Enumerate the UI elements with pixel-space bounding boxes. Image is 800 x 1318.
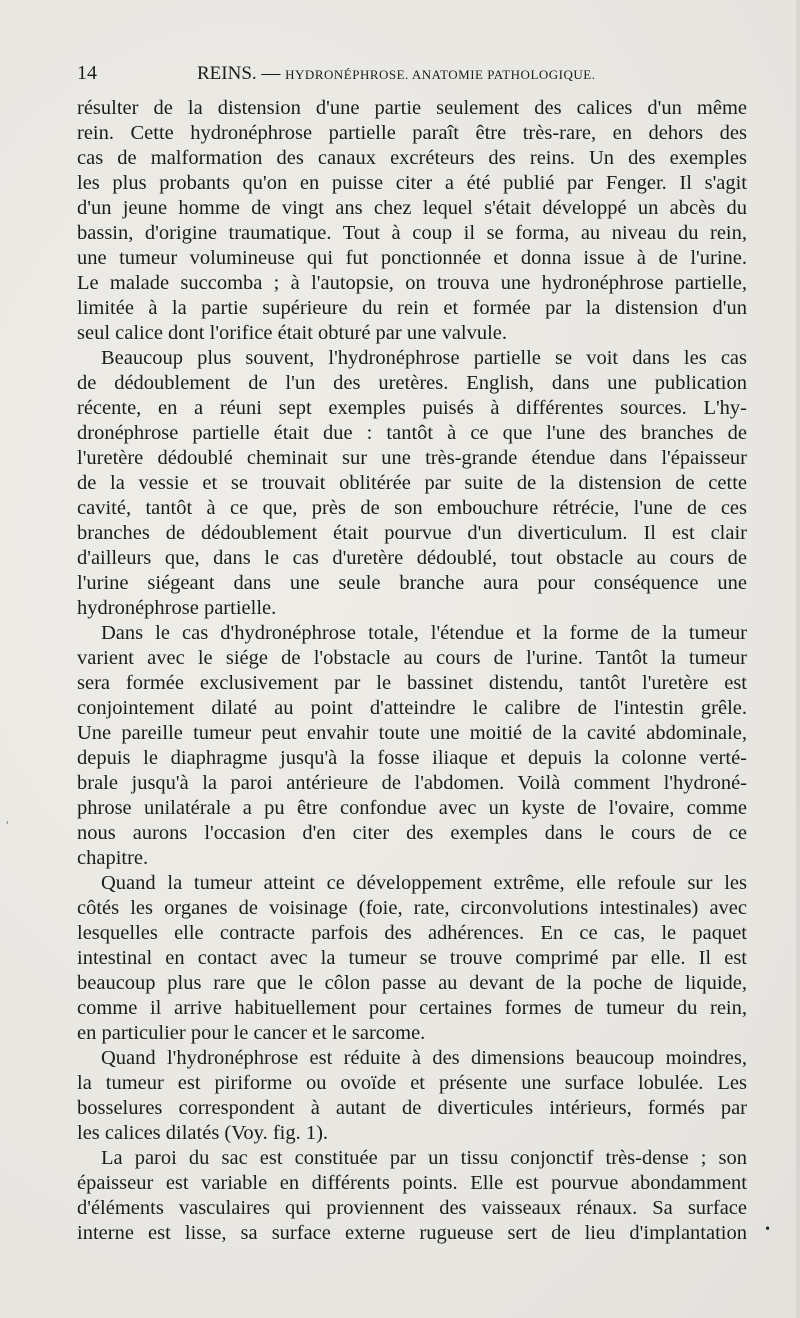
text-line: l'uretère dédoublé cheminait sur une très-grande étendue dans l'épaisseur bbox=[77, 447, 747, 469]
text-line: varient avec le siége de l'obstacle au cours de l'urine. Tantôt la tumeur bbox=[77, 647, 747, 669]
text-line: dronéphrose partielle était due : tantôt à ce que l'une des branches de bbox=[77, 422, 747, 444]
body-text bbox=[77, 96, 747, 1246]
text-line: conjointement dilaté au point d'atteindre le calibre de l'intestin grêle. bbox=[77, 697, 747, 719]
text-line: récente, en a réuni sept exemples puisés à différentes sources. L'hy- bbox=[77, 397, 747, 419]
text-line: sera formée exclusivement par le bassinet distendu, tantôt l'uretère est bbox=[77, 672, 747, 694]
text-line: Le malade succomba ; à l'autopsie, on trouva une hydronéphrose partielle, bbox=[77, 272, 747, 294]
text-line: brale jusqu'à la paroi antérieure de l'abdomen. Voilà comment l'hydroné- bbox=[77, 772, 747, 794]
running-title bbox=[197, 63, 595, 85]
running-title-dash: — bbox=[261, 63, 286, 84]
text-line: comme il arrive habituellement pour certaines formes de tumeur du rein, bbox=[77, 997, 747, 1019]
text-line: hydronéphrose partielle. bbox=[77, 597, 277, 619]
text-line: intestinal en contact avec la tumeur se trouve comprimé par elle. Il est bbox=[77, 947, 747, 969]
text-line: en particulier pour le cancer et le sarcome. bbox=[77, 1022, 426, 1044]
text-line: cas de malformation des canaux excréteurs des reins. Un des exemples bbox=[77, 147, 747, 169]
text-line: seul calice dont l'orifice était obturé par une valvule. bbox=[77, 322, 508, 344]
text-line: Quand la tumeur atteint ce développement extrême, elle refoule sur les bbox=[101, 872, 747, 894]
margin-mark: • bbox=[765, 1222, 770, 1237]
text-line: nous aurons l'occasion d'en citer des exemples dans le cours de ce bbox=[77, 822, 747, 844]
text-line: les plus probants qu'on en puisse citer a été publié par Fenger. Il s'agit bbox=[77, 172, 747, 194]
text-line: interne est lisse, sa surface externe rugueuse sert de lieu d'implantation bbox=[77, 1222, 747, 1244]
text-line: côtés les organes de voisinage (foie, rate, circonvolutions intestinales) avec bbox=[77, 897, 747, 919]
text-line: La paroi du sac est constituée par un tissu conjonctif très-dense ; son bbox=[101, 1147, 747, 1169]
running-title-sub: HYDRONÉPHROSE. ANATOMIE PATHOLOGIQUE. bbox=[285, 67, 596, 82]
text-line: cavité, tantôt à ce que, près de son embouchure rétrécie, l'une de ces bbox=[77, 497, 747, 519]
text-line: d'éléments vasculaires qui proviennent des vaisseaux rénaux. Sa surface bbox=[77, 1197, 747, 1219]
text-line: branches de dédoublement était pourvue d'un diverticulum. Il est clair bbox=[77, 522, 747, 544]
text-line: une tumeur volumineuse qui fut ponctionnée et donna issue à de l'urine. bbox=[77, 247, 747, 269]
text-line: bosselures correspondent à autant de diverticules intérieurs, formés par bbox=[77, 1097, 747, 1119]
text-line: Une pareille tumeur peut envahir toute une moitié de la cavité abdominale, bbox=[77, 722, 747, 744]
text-line: d'ailleurs que, dans le cas d'uretère dédoublé, tout obstacle au cours de bbox=[77, 547, 747, 569]
text-line: chapitre. bbox=[77, 847, 149, 869]
running-head bbox=[77, 62, 747, 88]
text-line: bassin, d'origine traumatique. Tout à coup il se forma, au niveau du rein, bbox=[77, 222, 747, 244]
text-line: depuis le diaphragme jusqu'à la fosse iliaque et depuis la colonne verté- bbox=[77, 747, 747, 769]
text-line: épaisseur est variable en différents points. Elle est pourvue abondamment bbox=[77, 1172, 747, 1194]
text-line: la tumeur est piriforme ou ovoïde et présente une surface lobulée. Les bbox=[77, 1072, 747, 1094]
text-line: Dans le cas d'hydronéphrose totale, l'étendue et la forme de la tumeur bbox=[101, 622, 747, 644]
text-line: Quand l'hydronéphrose est réduite à des dimensions beaucoup moindres, bbox=[101, 1047, 747, 1069]
text-line: phrose unilatérale a pu être confondue avec un kyste de l'ovaire, comme bbox=[77, 797, 747, 819]
text-line: l'urine siégeant dans une seule branche aura pour conséquence une bbox=[77, 572, 747, 594]
text-line: résulter de la distension d'une partie seulement des calices d'un même bbox=[77, 97, 747, 119]
text-line: les calices dilatés (Voy. fig. 1). bbox=[77, 1122, 329, 1144]
text-line: Beaucoup plus souvent, l'hydronéphrose partielle se voit dans les cas bbox=[101, 347, 747, 369]
text-line: lesquelles elle contracte parfois des adhérences. En ce cas, le paquet bbox=[77, 922, 747, 944]
text-line: d'un jeune homme de vingt ans chez lequel s'était développé un abcès du bbox=[77, 197, 747, 219]
running-title-main: REINS. bbox=[197, 63, 257, 84]
text-line: beaucoup plus rare que le côlon passe au devant de la poche de liquide, bbox=[77, 972, 747, 994]
page-edge bbox=[796, 0, 800, 1318]
page-number: 14 bbox=[77, 62, 97, 84]
text-line: limitée à la partie supérieure du rein et formée par la distension d'un bbox=[77, 297, 747, 319]
text-line: de dédoublement de l'un des uretères. English, dans une publication bbox=[77, 372, 747, 394]
text-line: rein. Cette hydronéphrose partielle paraît être très-rare, en dehors des bbox=[77, 122, 747, 144]
text-line: de la vessie et se trouvait oblitérée par suite de la distension de cette bbox=[77, 472, 747, 494]
margin-tick: ′ bbox=[6, 818, 9, 832]
